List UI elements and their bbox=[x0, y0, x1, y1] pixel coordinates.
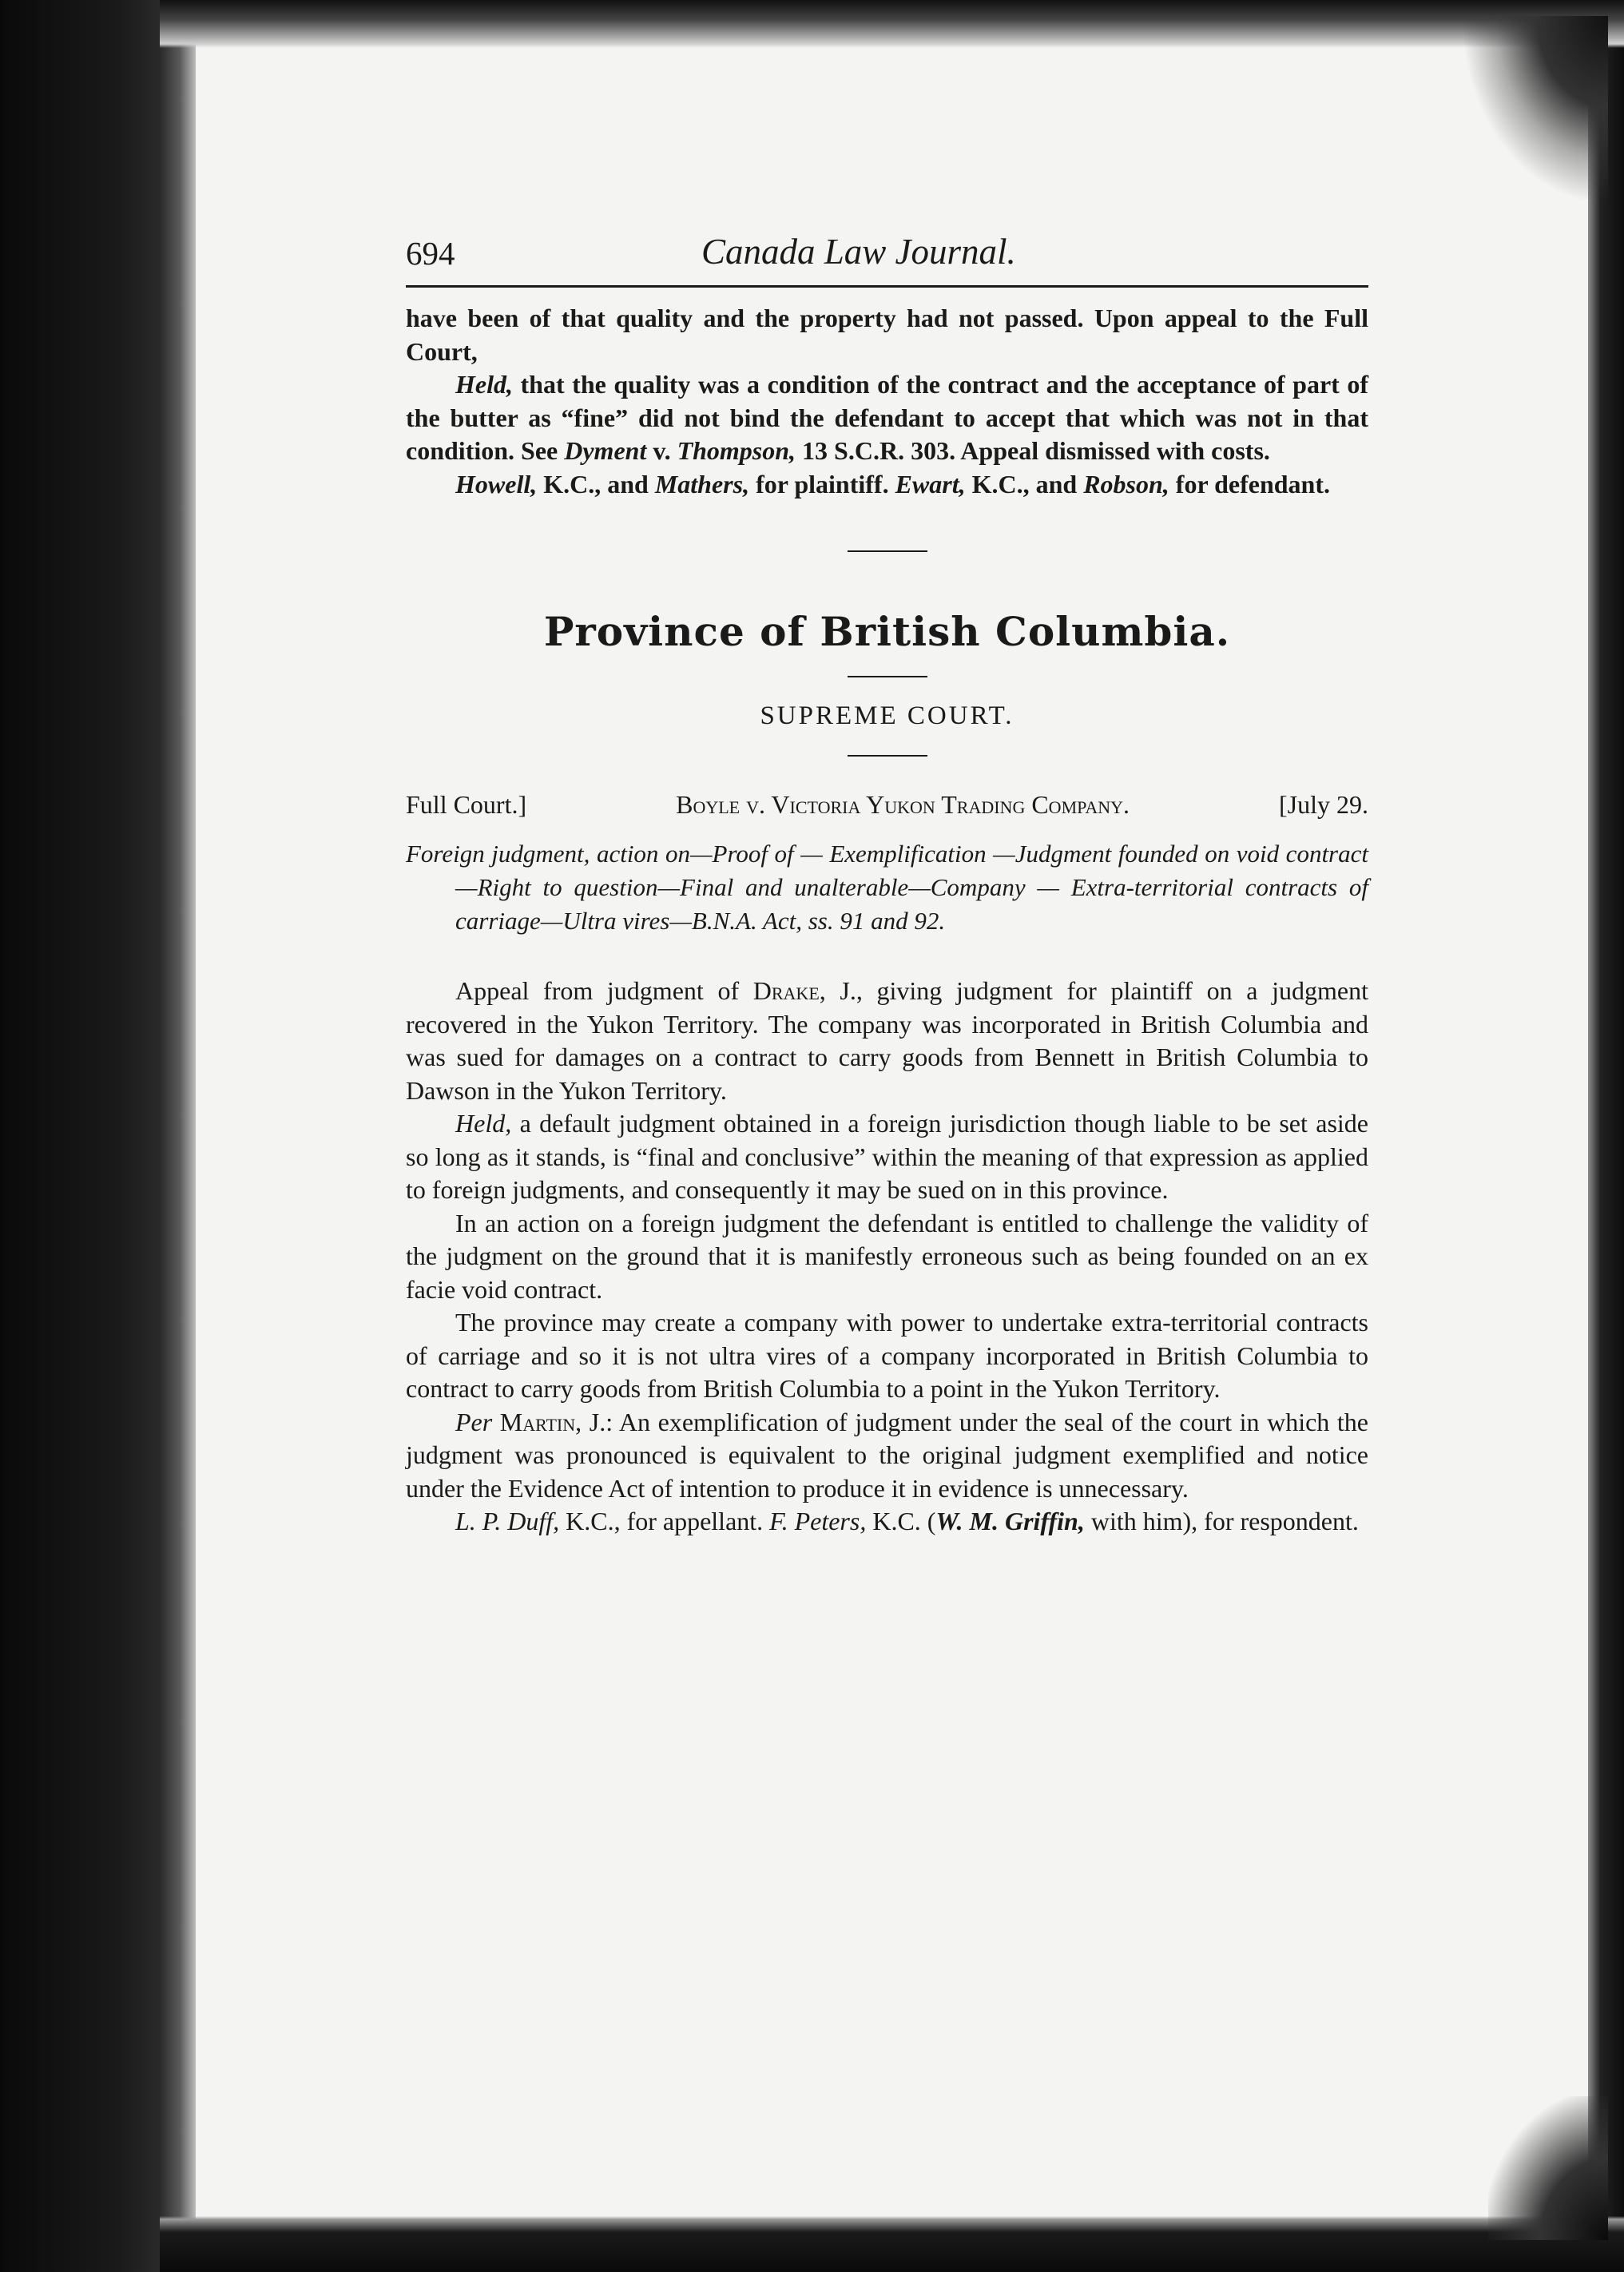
headnote: Foreign judgment, action on—Proof of — Exemplification —Judgment founded on void contract—Right to question—Final and unalterable—Company — Extra-territorial contracts of carriage—Ultra vires—B.N.A. Act, ss. 91 and 92. bbox=[406, 840, 1368, 935]
paragraph-text: with him), for respondent. bbox=[1084, 1507, 1359, 1535]
scan-corner-shadow bbox=[1488, 2096, 1608, 2240]
case-date: [July 29. bbox=[1279, 790, 1368, 819]
counsel-name: W. M. Griffin, bbox=[935, 1507, 1085, 1535]
scan-corner-shadow bbox=[1464, 16, 1608, 200]
paragraph bbox=[406, 975, 1368, 1107]
scan-border-left bbox=[0, 0, 196, 2272]
paragraph-text: K.C. ( bbox=[866, 1507, 936, 1535]
per-label: Per bbox=[455, 1407, 493, 1436]
scan-border-bottom bbox=[160, 2216, 1624, 2272]
case-name: Dyment bbox=[564, 436, 647, 465]
judge-name: Drake bbox=[752, 976, 820, 1005]
paragraph bbox=[406, 368, 1368, 468]
counsel-name: Robson, bbox=[1083, 469, 1169, 498]
counsel-name: Howell, bbox=[455, 469, 538, 498]
paragraph-text: for plaintiff. bbox=[749, 469, 895, 498]
paragraph: The province may create a company with power to undertake extra-territorial contracts of carriage and so it is not ultra vires of a company incorporated in British Columbia to contract to carry goods from British Columbia to a point in the Yukon Territory. bbox=[406, 1308, 1368, 1403]
paragraph bbox=[406, 1406, 1368, 1506]
held-label: Held, bbox=[455, 1109, 512, 1138]
case-name: Thompson, bbox=[677, 436, 796, 465]
paragraph-text: a default judgment obtained in a foreign jurisdiction though liable to be set aside so long as it stands, is “final and conclusive” within the meaning of that expression as applied to foreign judgments, and consequently it may be sued on in this province. bbox=[406, 1109, 1368, 1204]
page-number: 694 bbox=[406, 235, 455, 272]
counsel-line bbox=[406, 468, 1368, 502]
paragraph: In an action on a foreign judgment the defendant is entitled to challenge the validity of the judgment on the ground that it is manifestly erroneous such as being founded on an ex facie void contract. bbox=[406, 1208, 1368, 1304]
counsel-line bbox=[406, 1505, 1368, 1539]
paragraph-text: Appeal from judgment of bbox=[455, 976, 753, 1005]
scan-border-top bbox=[160, 0, 1624, 48]
paragraph-text: K.C., and bbox=[537, 469, 655, 498]
court-label: Full Court.] bbox=[406, 790, 527, 819]
held-label: Held, bbox=[455, 370, 513, 399]
court-heading: SUPREME COURT. bbox=[760, 701, 1015, 730]
paragraph-text: , J., giving judgment for plaintiff on a judgment recovered in the Yukon Territory. The company was incorporated in British Columbia and was sued for damages on a contract to carry goods from Bennett in British Columbia to Dawson in the Yukon Territory. bbox=[406, 976, 1369, 1105]
scan-border-right bbox=[1588, 0, 1624, 2272]
separator-rule bbox=[848, 676, 927, 677]
counsel-name: Mathers, bbox=[654, 469, 750, 498]
running-head bbox=[406, 228, 1368, 288]
section-heading: Province of British Columbia. bbox=[543, 608, 1231, 655]
paragraph-text: K.C., and bbox=[965, 469, 1084, 498]
paragraph: have been of that quality and the property had not passed. Upon appeal to the Full Court, bbox=[406, 304, 1368, 366]
counsel-name: L. P. Duff, bbox=[455, 1507, 560, 1535]
paragraph bbox=[406, 1107, 1368, 1207]
case-caption bbox=[406, 790, 1368, 820]
previous-case-text bbox=[406, 302, 1368, 501]
journal-title: Canada Law Journal. bbox=[701, 232, 1016, 272]
paragraph-text: 13 S.C.R. 303. Appeal dismissed with costs. bbox=[796, 436, 1270, 465]
paragraph-text: , J.: An exemplification of judgment under the seal of the court in which the judgment was pronounced is equivalent to the original judgment exemplified and notice under the Evidence Act of intention to produce it in evidence is unnecessary. bbox=[406, 1407, 1368, 1503]
case-body bbox=[406, 975, 1368, 1539]
judge-name: Martin bbox=[492, 1407, 576, 1436]
paragraph-text: v. bbox=[646, 436, 677, 465]
separator-rule bbox=[848, 755, 927, 757]
separator-rule bbox=[848, 550, 927, 552]
paragraph-text: that the quality was a condition of the contract and the acceptance of part of the butter as “fine” did not bind the defendant to accept that which was not in that condition. See bbox=[406, 370, 1368, 465]
paragraph-text: K.C., for appellant. bbox=[559, 1507, 770, 1535]
counsel-name: F. Peters, bbox=[769, 1507, 867, 1535]
paragraph-text: for defendant. bbox=[1169, 469, 1330, 498]
counsel-name: Ewart, bbox=[895, 469, 966, 498]
case-parties: Boyle v. Victoria Yukon Trading Company. bbox=[676, 790, 1130, 819]
journal-page bbox=[406, 228, 1368, 1539]
